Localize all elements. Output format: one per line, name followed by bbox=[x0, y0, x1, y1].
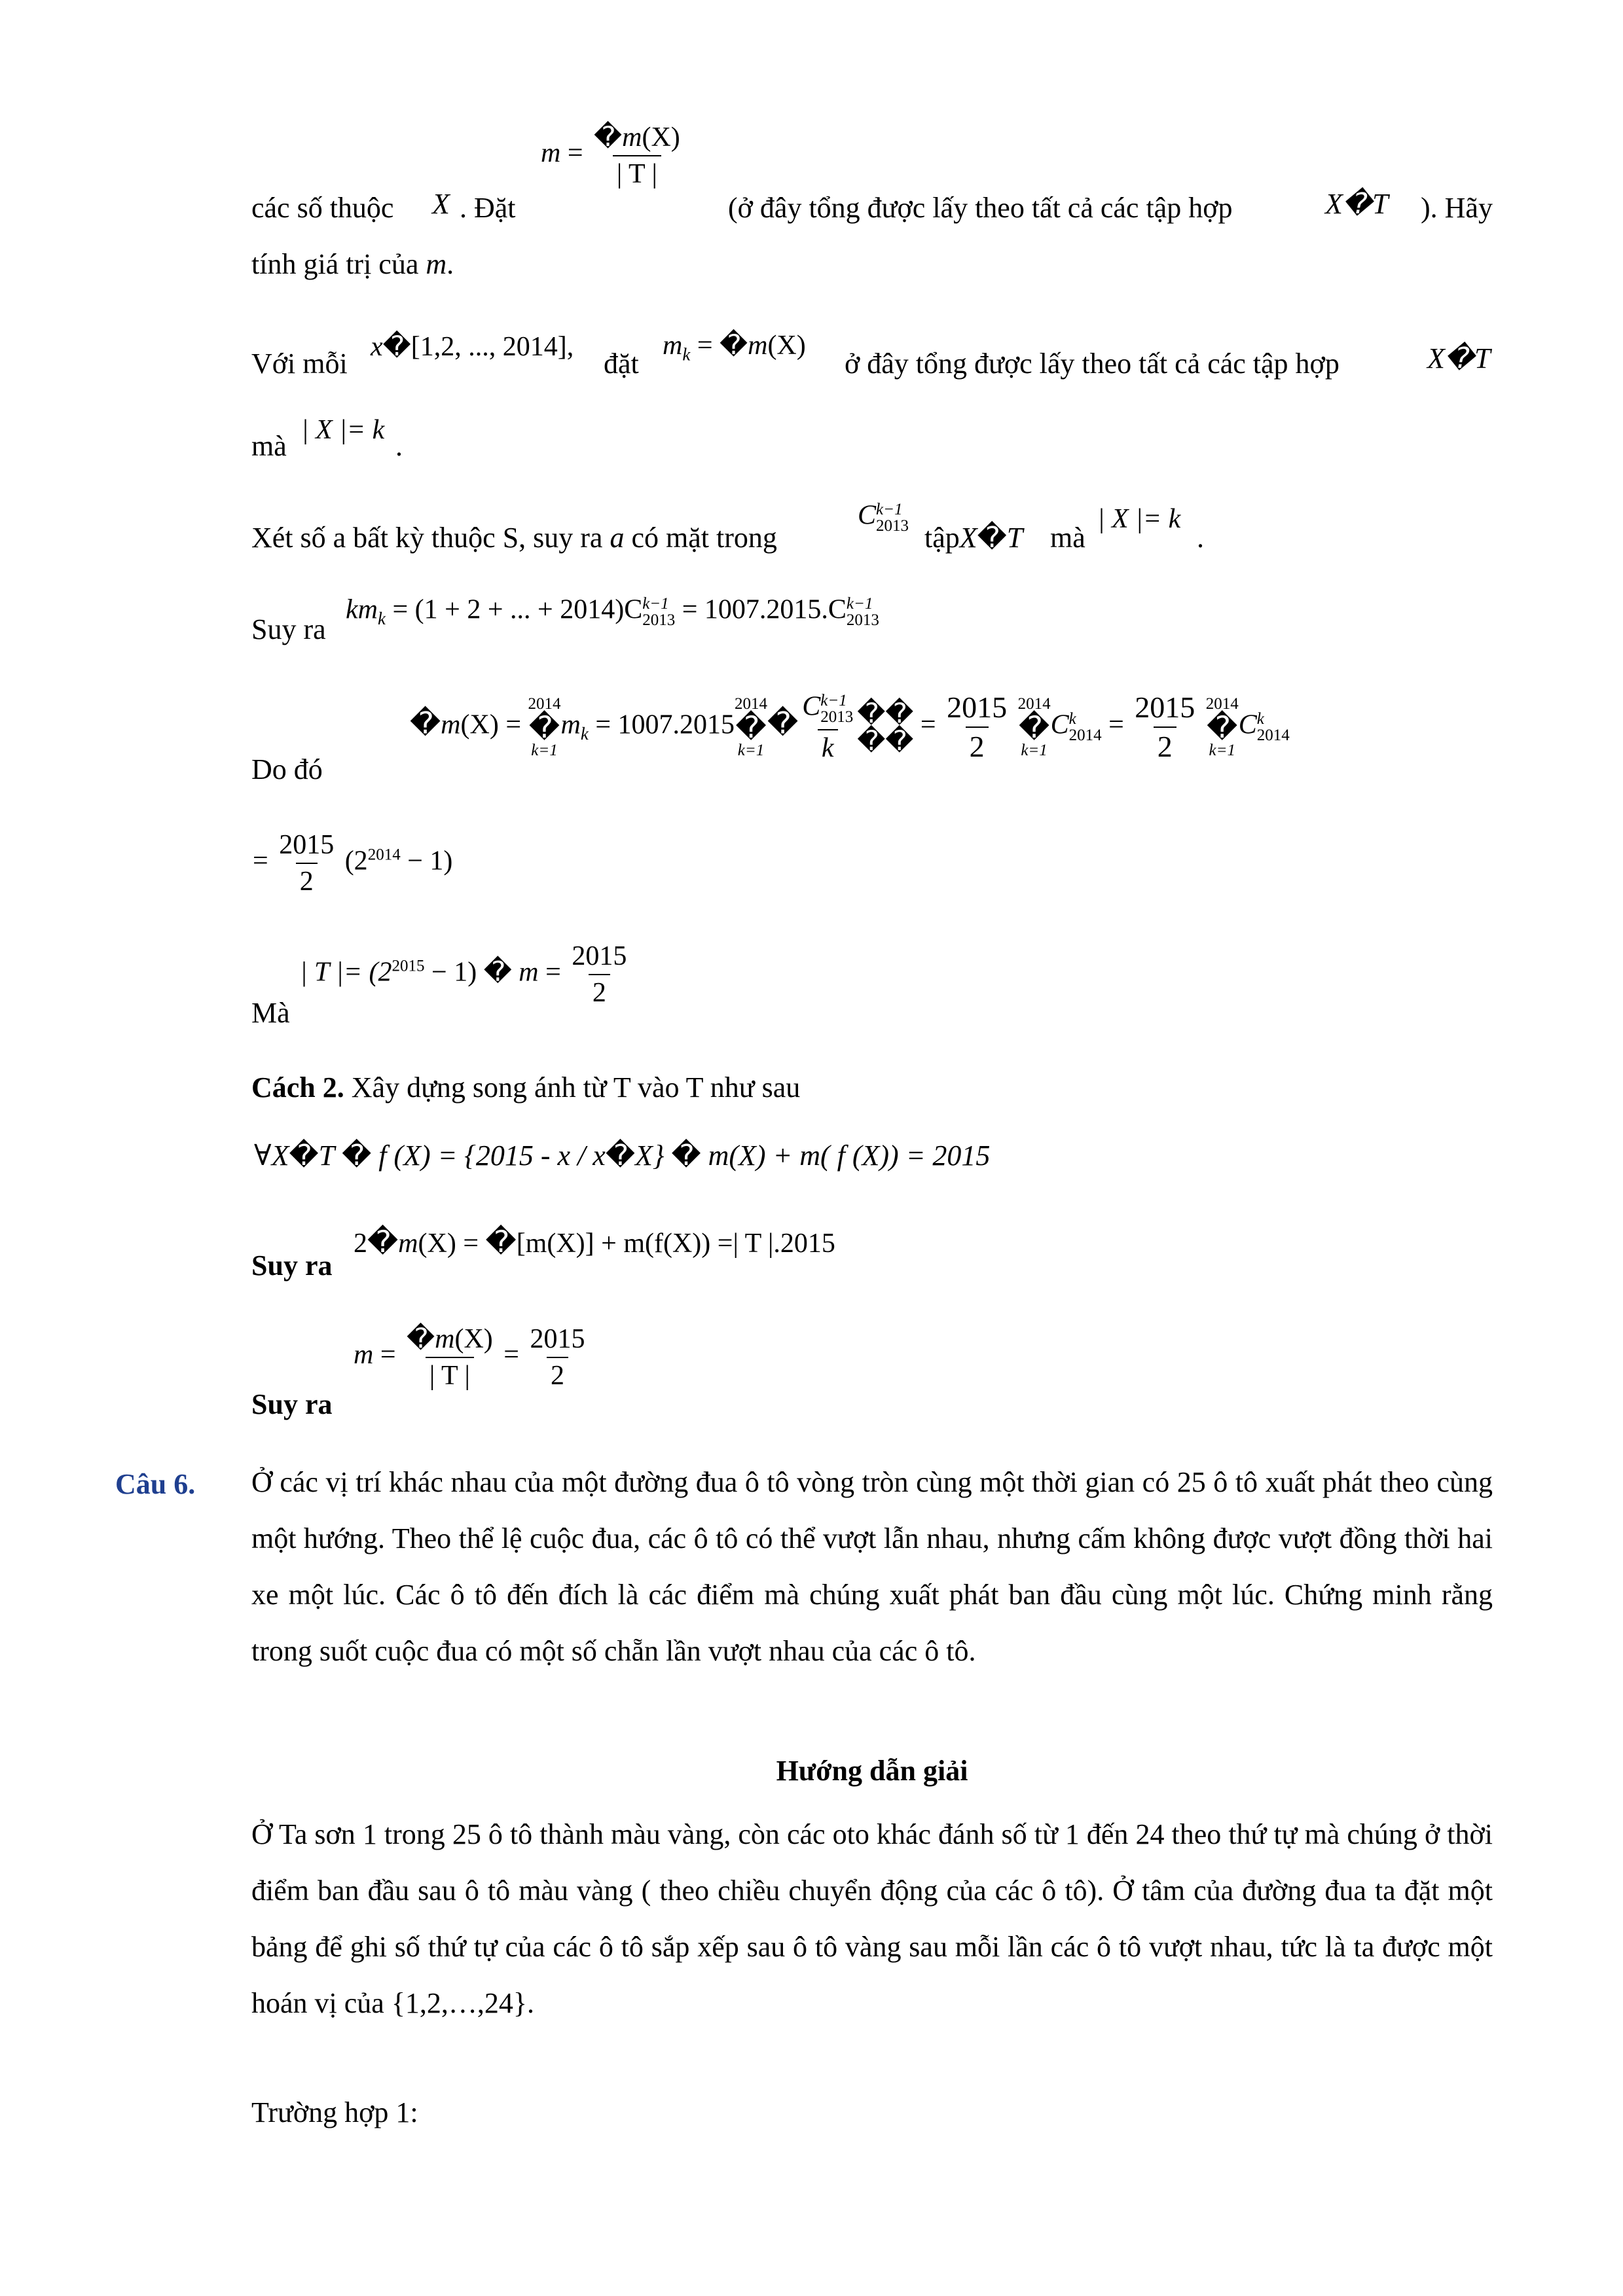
eq-sign: = bbox=[567, 138, 583, 169]
formula-bijection: ∀X�T � f (X) = {2015 - x / x�X} � m(X) + m( f (X)) = 2015 bbox=[254, 1139, 991, 1172]
dot: . bbox=[395, 430, 403, 462]
element-of-icon: � bbox=[382, 330, 411, 362]
subset-icon: � bbox=[1342, 187, 1373, 221]
set-X-in-T-2: X�T bbox=[1427, 342, 1491, 375]
paren-bottom-icon: � bbox=[857, 725, 886, 757]
formula-sum-chain: �m(X) = 2014 � k=1 $m_k = 1007.2015$ 2014 � k=1 � C k−1 2013 k � � � � = $\frac{2015}{2}$ 2014 � k=1 C k 2014 = $\frac{2015}{2}$ 2014 � k=1 C k 2014 bbox=[410, 691, 1290, 763]
element-of-icon: � bbox=[605, 1139, 635, 1172]
line-5-prefix: Xét số a bất kỳ thuộc S, suy ra a có mặt trong bbox=[251, 522, 777, 554]
formula-m-value: m = $\frac{�m(X)}{| T |}$ = $\frac{2015}{2}$ bbox=[354, 1322, 585, 1391]
formula-m-def bbox=[541, 120, 684, 189]
sum-icon: � bbox=[367, 1224, 399, 1259]
text-voi-moi: Với mỗi bbox=[251, 348, 348, 380]
text-ma-2: Mà bbox=[251, 997, 290, 1029]
formula-card-X-k-2: | X |= k bbox=[1097, 504, 1181, 534]
text-hay: ). Hãy bbox=[1421, 192, 1493, 224]
text-do-do: Do đó bbox=[251, 753, 323, 785]
solution-text: Ở Ta sơn 1 trong 25 ô tô thành màu vàng, còn các oto khác đánh số từ 1 đến 24 theo thứ tự mà chúng ở thời điểm ban đầu sau ô tô màu vàng ( theo chiều chuyển động của các ô tô). Ở tâm của đường đua ta đặt một bảng để ghi số thứ tự của các ô tô sắp xếp sau ô tô vàng sau mỗi lần các ô tô vượt nhau, tức là ta được một hoán vị của {1,2,…,24}. bbox=[251, 1818, 1493, 2019]
text-ma: mà bbox=[251, 430, 287, 462]
m-symbol: m bbox=[541, 138, 561, 169]
formula-T-size: | T |= $(2^{2015} - 1)$ � m = $\frac{2015}{2}$ bbox=[300, 941, 627, 1008]
implies-icon: � bbox=[483, 955, 512, 988]
sum-icon: � bbox=[485, 1224, 517, 1259]
element-of-icon: � bbox=[289, 1139, 319, 1172]
text-dat: . Đặt bbox=[460, 192, 516, 224]
subset-icon: � bbox=[977, 521, 1007, 554]
text-suy-ra-1: Suy ra bbox=[251, 613, 326, 645]
line-1-prefix bbox=[251, 191, 393, 226]
var-X: X bbox=[432, 188, 450, 220]
paren-icon: � bbox=[767, 705, 799, 741]
text-dat-2: đặt bbox=[604, 348, 639, 380]
huong-dan-giai-heading: Hướng dẫn giải bbox=[776, 1755, 968, 1787]
fraction-sum-over-T: $\frac{�m(X)}{| T |}$ bbox=[594, 120, 680, 189]
formula-kmk: $km_k = (1 + 2$ + ... + 2014)C k−1 2013 = 1007.2015.C k−1 2013 bbox=[346, 594, 879, 629]
cach-2-heading: Cách 2. Xây dựng song ánh từ T vào T như sau bbox=[251, 1071, 801, 1103]
line-1-suffix: (ở đây tổng được lấy theo tất cả các tập hợp bbox=[728, 192, 1233, 224]
paren-top-icon: � bbox=[885, 697, 914, 729]
line-5-tap: tậpX�T bbox=[924, 521, 1023, 554]
sum-icon: � bbox=[1207, 709, 1238, 745]
sum-icon: � bbox=[735, 709, 767, 745]
implies-icon: � bbox=[671, 1139, 701, 1172]
paren-bottom-icon: � bbox=[885, 725, 914, 757]
sum-icon: � bbox=[410, 705, 441, 741]
cau-6-text: Ở các vị trí khác nhau của một đường đua ô tô vòng tròn cùng một thời gian có 25 ô tô xuất phát theo cùng một hướng. Theo thể lệ cuộc đua, các ô tô có thể vượt lẫn nhau, nhưng cấm không được vượt đồng thời hai xe một lúc. Các ô tô đến đích là các điểm mà chúng xuất phát ban đầu cùng một lúc. Chứng minh rằng trong suốt cuộc đua có một số chẵn lần vượt nhau của các ô tô. bbox=[251, 1466, 1493, 1667]
line-5-ma: mà bbox=[1050, 522, 1085, 554]
paren-top-icon: � bbox=[857, 697, 886, 729]
implies-icon: � bbox=[342, 1139, 372, 1172]
formula-mk-def: $m_k$ = �m(X) bbox=[663, 329, 806, 365]
formula-card-X-k: | X |= k bbox=[301, 415, 385, 445]
formula-double-sum: 2�m(X) = �[m(X)] + m(f(X)) =| T |.2015 bbox=[354, 1224, 835, 1259]
cau-6-label: Câu 6. bbox=[115, 1468, 196, 1500]
truong-hop-1: Trường hợp 1: bbox=[251, 2096, 418, 2128]
formula-x-range: x�[1,2, ..., 2014], bbox=[371, 330, 574, 362]
sum-icon: � bbox=[528, 709, 560, 745]
text-cac-so-thuoc: các số thuộc bbox=[251, 192, 394, 224]
sum-icon: � bbox=[594, 120, 623, 152]
set-X-in-T: X�T bbox=[1325, 187, 1389, 221]
line-3-suffix: ở đây tổng được lấy theo tất cả các tập hợp bbox=[845, 348, 1340, 380]
binomial-C-2013: C k−1 2013 bbox=[858, 500, 909, 535]
formula-result-sum: = $\frac{2015}{2}$ $(2^{2014} - 1)$ bbox=[253, 830, 453, 897]
sum-icon: � bbox=[1018, 709, 1050, 745]
text-suy-ra-2: Suy ra bbox=[251, 1249, 333, 1282]
text-suy-ra-3: Suy ra bbox=[251, 1388, 333, 1420]
subset-icon: � bbox=[1444, 342, 1475, 375]
line-2: tính giá trị của m. bbox=[251, 248, 454, 280]
sum-icon: � bbox=[720, 329, 748, 361]
dot-2: . bbox=[1197, 522, 1204, 554]
sum-icon: � bbox=[407, 1322, 435, 1354]
denominator-T: | T | bbox=[613, 155, 661, 188]
